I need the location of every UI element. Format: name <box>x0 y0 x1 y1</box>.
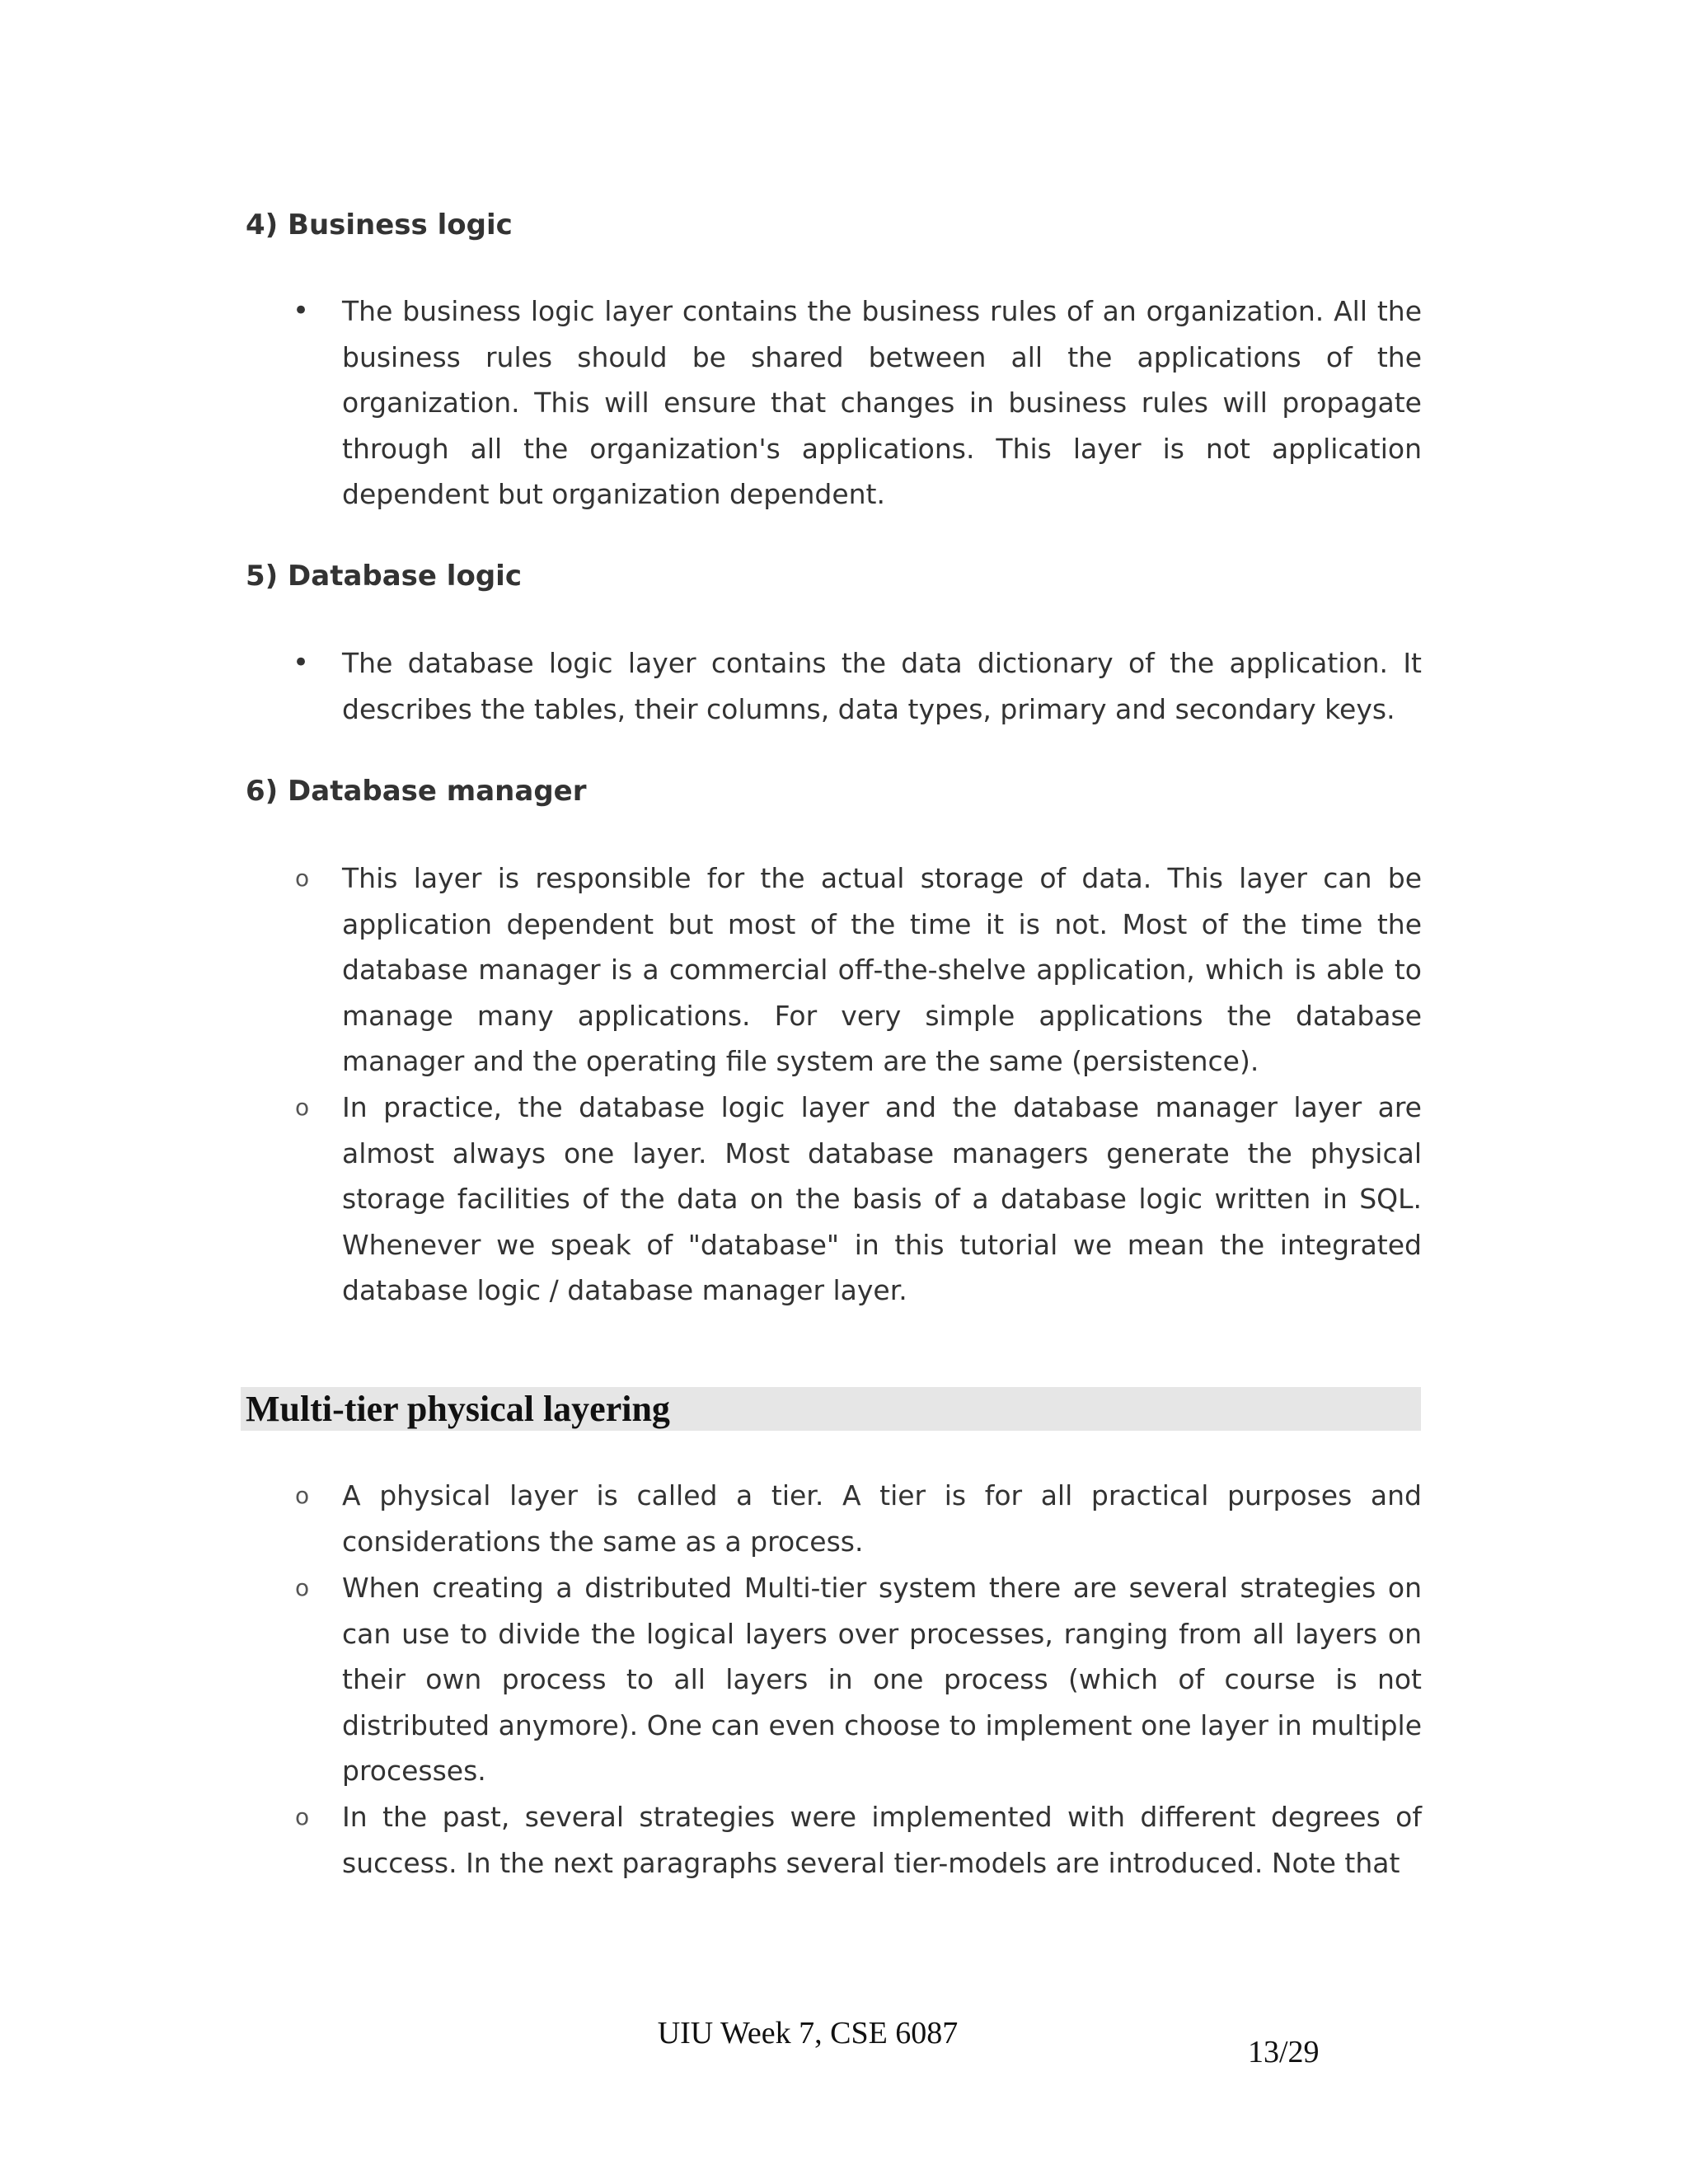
circle-bullet-marker: o <box>295 1803 310 1830</box>
heading-database-manager: 6) Database manager <box>246 775 587 808</box>
footer-page-number: 13/29 <box>1248 2035 1320 2069</box>
business-logic-paragraph: The business logic layer contains the business rules of an organization. All the business rules should be shared between all the applications of the organization. This will ensure that changes in business rules will propagate through all the organization's applications. This layer is not application dependent but organization dependent. <box>342 295 1422 510</box>
circle-bullet-marker: o <box>295 1482 310 1509</box>
database-logic-paragraph: The database logic layer contains the data dictionary of the application. It describes the tables, their columns, data types, primary and secondary keys. <box>342 647 1422 725</box>
database-manager-item-2: In practice, the database logic layer and the database manager layer are almost always one layer. Most database managers generate the physical storage facilities of the data on the basis of a database logic written in SQL. Whenever we speak of "database" in this tutorial we mean the integrated database logic / database manager layer. <box>342 1091 1422 1306</box>
heading-business-logic: 4) Business logic <box>246 209 513 241</box>
multi-tier-item-3: In the past, several strategies were implemented with different degrees of success. In the next paragraphs several tier-models are introduced. Note that <box>342 1801 1422 1879</box>
section-title-multi-tier: Multi-tier physical layering <box>246 1389 670 1429</box>
circle-bullet-marker: o <box>295 865 310 892</box>
bullet-marker: • <box>293 646 310 679</box>
footer-course: UIU Week 7, CSE 6087 <box>657 2016 959 2050</box>
database-manager-item-1: This layer is responsible for the actual storage of data. This layer can be application dependent but most of the time it is not. Most of the time the database manager is a commercial off-the-shelve application, which is able to manage many applications. For very simple applications the database manager and the operating file system are the same (persistence). <box>342 862 1422 1077</box>
multi-tier-item-2: When creating a distributed Multi-tier system there are several strategies on can use to divide the logical layers over processes, ranging from all layers on their own process to all layers in one process (which of course is not distributed anymore). One can even choose to implement one layer in multiple processes. <box>342 1572 1422 1787</box>
circle-bullet-marker: o <box>295 1574 310 1601</box>
multi-tier-item-1: A physical layer is called a tier. A tier is for all practical purposes and considerations the same as a process. <box>342 1479 1422 1558</box>
bullet-marker: • <box>293 294 310 327</box>
circle-bullet-marker: o <box>295 1094 310 1121</box>
heading-database-logic: 5) Database logic <box>246 560 522 593</box>
